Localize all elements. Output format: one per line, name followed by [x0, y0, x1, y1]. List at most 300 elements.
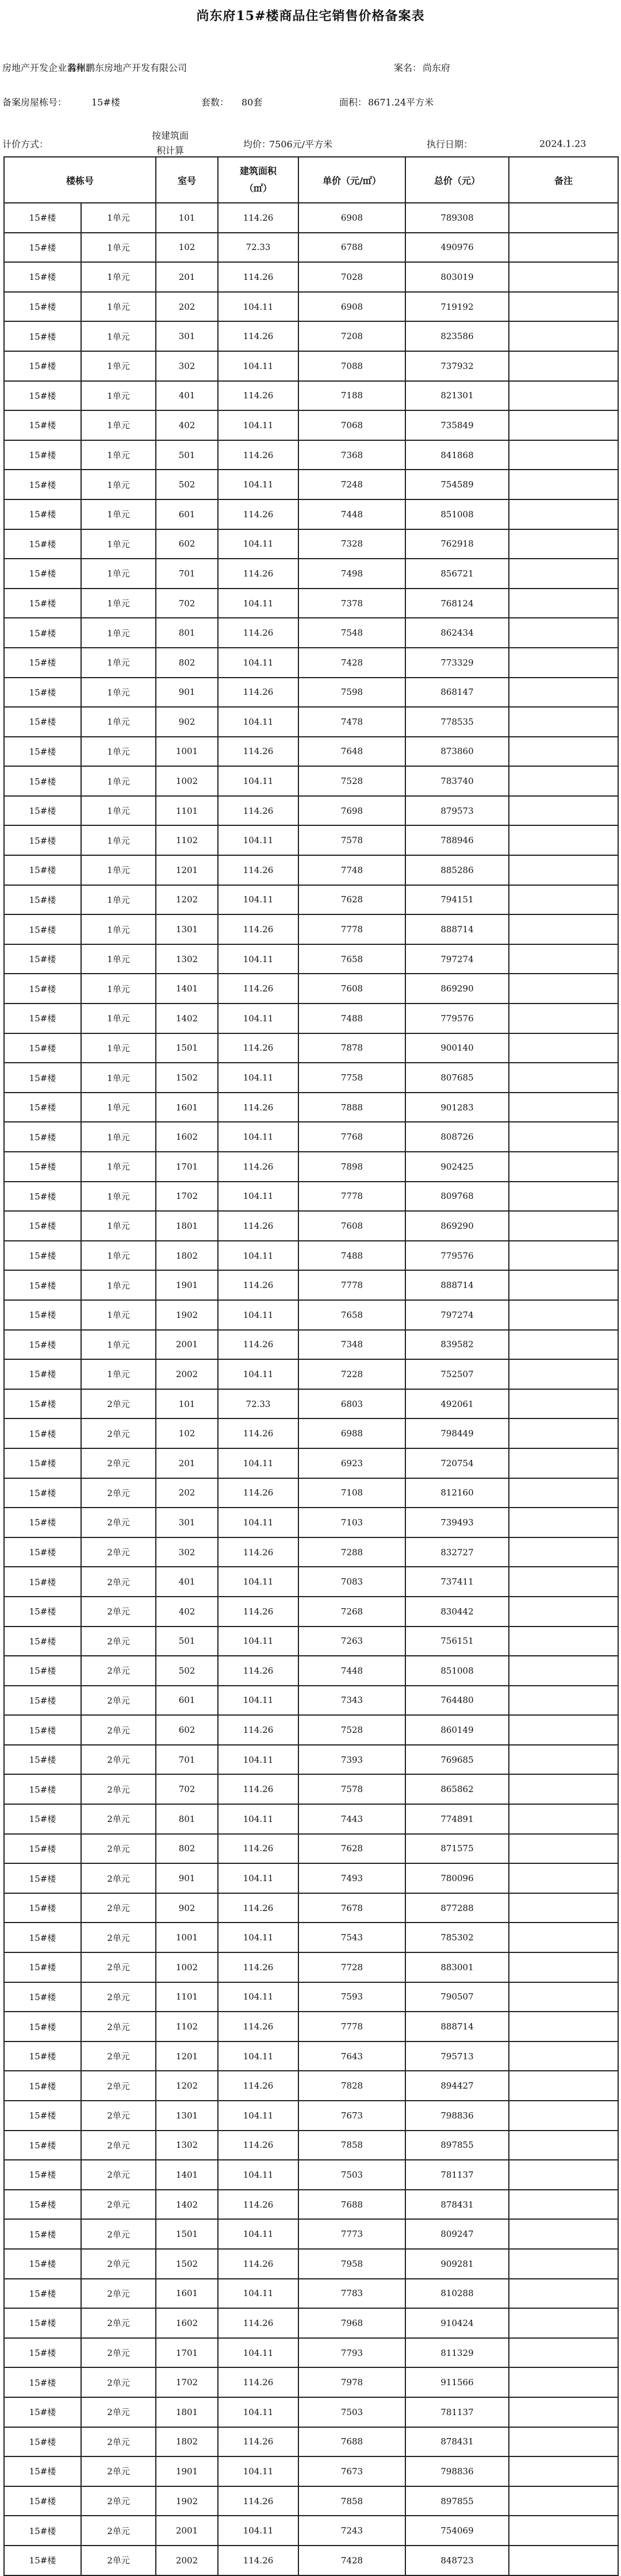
area-cell: 104.11: [218, 1448, 298, 1478]
building-cell: 15#楼: [4, 2219, 81, 2249]
table-row: [4, 1952, 618, 1982]
unit-price-cell: 6908: [298, 203, 405, 233]
table-row: [4, 2456, 618, 2486]
note-cell: [509, 470, 618, 499]
building-cell: 15#楼: [4, 2249, 81, 2279]
unit-price-cell: 7778: [298, 1182, 405, 1212]
building-cell: 15#楼: [4, 1122, 81, 1152]
total-price-cell: 781137: [405, 2160, 509, 2190]
total-price-cell: 823586: [405, 321, 509, 351]
note-cell: [509, 1627, 618, 1656]
room-cell: 202: [156, 1478, 218, 1508]
header-building: 楼栋号: [4, 157, 156, 203]
building-cell: 15#楼: [4, 1389, 81, 1419]
room-cell: 1802: [156, 1241, 218, 1271]
room-cell: 602: [156, 529, 218, 559]
unit-cell: 2单元: [81, 1627, 156, 1656]
building-cell: 15#楼: [4, 2546, 81, 2575]
unit-cell: 1单元: [81, 707, 156, 737]
total-price-cell: 911566: [405, 2367, 509, 2397]
unit-cell: 2单元: [81, 1893, 156, 1923]
area-cell: 72.33: [218, 1389, 298, 1419]
table-row: [4, 1923, 618, 1952]
table-body: [4, 203, 618, 2575]
building-cell: 15#楼: [4, 1952, 81, 1982]
area-cell: 104.11: [218, 1863, 298, 1893]
total-price-cell: 885286: [405, 855, 509, 885]
table-row: [4, 1863, 618, 1893]
building-cell: 15#楼: [4, 1478, 81, 1508]
unit-price-cell: 7758: [298, 1063, 405, 1093]
unit-cell: 1单元: [81, 1004, 156, 1033]
building-cell: 15#楼: [4, 1597, 81, 1627]
table-row: [4, 440, 618, 470]
table-row: [4, 1834, 618, 1864]
area-cell: 104.11: [218, 885, 298, 915]
area-cell: 114.26: [218, 1774, 298, 1804]
note-cell: [509, 1211, 618, 1241]
unit-cell: 1单元: [81, 1063, 156, 1093]
unit-price-cell: 7858: [298, 2131, 405, 2160]
total-price-cell: 862434: [405, 618, 509, 648]
total-price-cell: 735849: [405, 410, 509, 440]
total-price-cell: 897855: [405, 2486, 509, 2516]
area-cell: 114.26: [218, 1270, 298, 1300]
room-cell: 1502: [156, 2249, 218, 2279]
unit-price-cell: 7328: [298, 529, 405, 559]
table-row: [4, 678, 618, 708]
note-cell: [509, 1952, 618, 1982]
unit-cell: 2单元: [81, 1834, 156, 1864]
area-cell: 104.11: [218, 1182, 298, 1212]
note-cell: [509, 203, 618, 233]
room-cell: 401: [156, 381, 218, 411]
unit-price-cell: 7888: [298, 1093, 405, 1122]
unit-cell: 2单元: [81, 2249, 156, 2279]
building-cell: 15#楼: [4, 559, 81, 589]
area-cell: 114.26: [218, 1597, 298, 1627]
room-cell: 1301: [156, 2101, 218, 2131]
building-cell: 15#楼: [4, 1863, 81, 1893]
note-cell: [509, 796, 618, 826]
building-cell: 15#楼: [4, 529, 81, 559]
area-cell: 104.11: [218, 470, 298, 499]
note-cell: [509, 1893, 618, 1923]
unit-cell: 1单元: [81, 381, 156, 411]
note-cell: [509, 1804, 618, 1834]
area-cell: 104.11: [218, 2279, 298, 2309]
unit-price-cell: 7578: [298, 1774, 405, 1804]
table-row: [4, 1567, 618, 1597]
unit-cell: 2单元: [81, 2486, 156, 2516]
area-cell: 104.11: [218, 2160, 298, 2190]
note-cell: [509, 825, 618, 855]
table-header-row: [4, 157, 618, 203]
area-cell: 104.11: [218, 1804, 298, 1834]
area-cell: 104.11: [218, 1300, 298, 1330]
table-row: [4, 1478, 618, 1508]
room-cell: 1002: [156, 766, 218, 796]
table-row: [4, 1033, 618, 1063]
unit-cell: 1单元: [81, 796, 156, 826]
table-row: [4, 1152, 618, 1182]
total-price-cell: 774891: [405, 1804, 509, 1834]
unit-price-cell: 7673: [298, 2101, 405, 2131]
room-cell: 1802: [156, 2427, 218, 2457]
area-cell: 114.26: [218, 2012, 298, 2041]
total-price-cell: 789308: [405, 203, 509, 233]
total-price-cell: 873860: [405, 737, 509, 767]
unit-cell: 2单元: [81, 1448, 156, 1478]
area-cell: 104.11: [218, 1359, 298, 1389]
building-cell: 15#楼: [4, 1300, 81, 1330]
building-cell: 15#楼: [4, 1359, 81, 1389]
unit-price-cell: 7288: [298, 1537, 405, 1567]
unit-price-cell: 7028: [298, 262, 405, 292]
note-cell: [509, 351, 618, 381]
room-cell: 301: [156, 1508, 218, 1537]
total-price-cell: 739493: [405, 1508, 509, 1537]
note-cell: [509, 1093, 618, 1122]
table-row: [4, 1656, 618, 1686]
unit-price-cell: 7343: [298, 1686, 405, 1716]
total-price-cell: 888714: [405, 914, 509, 944]
table-row: [4, 648, 618, 678]
table-row: [4, 1982, 618, 2012]
unit-price-cell: 7243: [298, 2516, 405, 2546]
room-cell: 102: [156, 233, 218, 263]
table-row: [4, 203, 618, 233]
area-cell: 114.26: [218, 2131, 298, 2160]
note-cell: [509, 2367, 618, 2397]
building-cell: 15#楼: [4, 2486, 81, 2516]
total-price-cell: 737932: [405, 351, 509, 381]
note-cell: [509, 233, 618, 263]
note-cell: [509, 1004, 618, 1033]
total-price-cell: 798836: [405, 2456, 509, 2486]
area-cell: 114.26: [218, 1093, 298, 1122]
building-cell: 15#楼: [4, 974, 81, 1004]
room-cell: 1801: [156, 1211, 218, 1241]
area-cell: 114.26: [218, 855, 298, 885]
total-price-cell: 888714: [405, 1270, 509, 1300]
unit-price-cell: 7528: [298, 766, 405, 796]
unit-price-cell: 7543: [298, 1923, 405, 1952]
unit-cell: 1单元: [81, 1122, 156, 1152]
room-cell: 1502: [156, 1063, 218, 1093]
area-cell: 104.11: [218, 648, 298, 678]
area-cell: 114.26: [218, 618, 298, 648]
unit-cell: 2单元: [81, 1478, 156, 1508]
unit-price-cell: 7878: [298, 1033, 405, 1063]
total-price-cell: 888714: [405, 2012, 509, 2041]
unit-cell: 2单元: [81, 2397, 156, 2427]
unit-cell: 1单元: [81, 1300, 156, 1330]
building-cell: 15#楼: [4, 1893, 81, 1923]
room-cell: 101: [156, 203, 218, 233]
unit-cell: 2单元: [81, 1923, 156, 1952]
building-cell: 15#楼: [4, 1804, 81, 1834]
room-cell: 1901: [156, 1270, 218, 1300]
area-cell: 104.11: [218, 2101, 298, 2131]
area-cell: 104.11: [218, 1063, 298, 1093]
unit-price-cell: 7478: [298, 707, 405, 737]
unit-cell: 2单元: [81, 2456, 156, 2486]
total-price-cell: 894427: [405, 2071, 509, 2101]
building-cell: 15#楼: [4, 914, 81, 944]
area-value: 8671.24平方米: [368, 97, 434, 108]
note-cell: [509, 2190, 618, 2220]
unit-cell: 1单元: [81, 1359, 156, 1389]
total-price-cell: 860149: [405, 1715, 509, 1745]
table-row: [4, 796, 618, 826]
table-row: [4, 1389, 618, 1419]
table-row: [4, 2397, 618, 2427]
unit-price-cell: 7448: [298, 499, 405, 529]
area-cell: 114.26: [218, 914, 298, 944]
unit-cell: 2单元: [81, 1537, 156, 1567]
building-cell: 15#楼: [4, 796, 81, 826]
room-cell: 1102: [156, 2012, 218, 2041]
building-cell: 15#楼: [4, 2101, 81, 2131]
table-row: [4, 1715, 618, 1745]
table-row: [4, 737, 618, 767]
building-cell: 15#楼: [4, 944, 81, 974]
table-row: [4, 233, 618, 263]
total-price-cell: 832727: [405, 1537, 509, 1567]
area-cell: 104.11: [218, 2338, 298, 2368]
room-cell: 1202: [156, 885, 218, 915]
total-price-cell: 754069: [405, 2516, 509, 2546]
table-row: [4, 1627, 618, 1656]
unit-cell: 2单元: [81, 1982, 156, 2012]
total-price-cell: 877288: [405, 1893, 509, 1923]
room-cell: 1101: [156, 1982, 218, 2012]
building-cell: 15#楼: [4, 410, 81, 440]
area-cell: 104.11: [218, 1627, 298, 1656]
building-cell: 15#楼: [4, 233, 81, 263]
total-price-cell: 788946: [405, 825, 509, 855]
building-cell: 15#楼: [4, 262, 81, 292]
table-row: [4, 410, 618, 440]
unit-price-cell: 7778: [298, 2012, 405, 2041]
unit-price-cell: 7088: [298, 351, 405, 381]
note-cell: [509, 1834, 618, 1864]
total-price-cell: 869290: [405, 1211, 509, 1241]
table-row: [4, 2249, 618, 2279]
unit-cell: 1单元: [81, 321, 156, 351]
note-cell: [509, 2249, 618, 2279]
area-cell: 104.11: [218, 1122, 298, 1152]
project-label: 案名：: [394, 62, 422, 74]
area-cell: 104.11: [218, 766, 298, 796]
note-cell: [509, 1152, 618, 1182]
unit-price-cell: 7378: [298, 589, 405, 618]
unit-cell: 1单元: [81, 678, 156, 708]
developer-row: [0, 54, 621, 80]
total-price-cell: 798449: [405, 1418, 509, 1448]
total-price-cell: 809768: [405, 1182, 509, 1212]
note-cell: [509, 2131, 618, 2160]
building-cell: 15#楼: [4, 618, 81, 648]
total-price-cell: 773329: [405, 648, 509, 678]
note-cell: [509, 1389, 618, 1419]
room-cell: 101: [156, 1389, 218, 1419]
date-value: 2024.1.23: [539, 138, 586, 149]
area-cell: 114.26: [218, 1211, 298, 1241]
table-row: [4, 381, 618, 411]
room-cell: 1101: [156, 796, 218, 826]
note-cell: [509, 559, 618, 589]
note-cell: [509, 2041, 618, 2071]
room-cell: 1702: [156, 2367, 218, 2397]
area-cell: 114.26: [218, 2546, 298, 2575]
unit-price-cell: 7778: [298, 914, 405, 944]
area-cell: 114.26: [218, 678, 298, 708]
total-price-cell: 902425: [405, 1152, 509, 1182]
building-label: 备案房屋栋号：: [2, 97, 67, 108]
pricing-row: [0, 126, 621, 161]
note-cell: [509, 1715, 618, 1745]
unit-cell: 1单元: [81, 1093, 156, 1122]
table-row: [4, 2367, 618, 2397]
table-row: [4, 2160, 618, 2190]
unit-price-cell: 7658: [298, 944, 405, 974]
unit-cell: 1单元: [81, 618, 156, 648]
total-price-cell: 797274: [405, 1300, 509, 1330]
area-cell: 114.26: [218, 2071, 298, 2101]
page-title: 尚东府15#楼商品住宅销售价格备案表: [196, 9, 425, 24]
table-row: [4, 707, 618, 737]
table-row: [4, 914, 618, 944]
note-cell: [509, 2279, 618, 2309]
building-cell: 15#楼: [4, 2338, 81, 2368]
unit-cell: 2单元: [81, 1597, 156, 1627]
note-cell: [509, 1863, 618, 1893]
note-cell: [509, 2427, 618, 2457]
unit-price-cell: 7648: [298, 737, 405, 767]
building-cell: 15#楼: [4, 1093, 81, 1122]
total-price-cell: 865862: [405, 1774, 509, 1804]
total-price-cell: 752507: [405, 1359, 509, 1389]
building-cell: 15#楼: [4, 1774, 81, 1804]
total-price-cell: 811329: [405, 2338, 509, 2368]
area-cell: 114.26: [218, 1834, 298, 1864]
total-price-cell: 779576: [405, 1004, 509, 1033]
header-area-line-1: 建筑面积: [240, 165, 277, 176]
unit-cell: 2单元: [81, 2516, 156, 2546]
unit-cell: 2单元: [81, 1952, 156, 1982]
room-cell: 902: [156, 1893, 218, 1923]
table-row: [4, 1241, 618, 1271]
table-row: [4, 1093, 618, 1122]
area-cell: 104.11: [218, 825, 298, 855]
room-cell: 902: [156, 707, 218, 737]
unit-price-cell: 7108: [298, 1478, 405, 1508]
unit-price-cell: 7493: [298, 1863, 405, 1893]
note-cell: [509, 914, 618, 944]
building-cell: 15#楼: [4, 1241, 81, 1271]
area-cell: 114.26: [218, 1330, 298, 1360]
building-cell: 15#楼: [4, 2041, 81, 2071]
total-price-cell: 871575: [405, 1834, 509, 1864]
unit-price-cell: 7263: [298, 1627, 405, 1656]
total-price-cell: 492061: [405, 1389, 509, 1419]
area-cell: 114.26: [218, 321, 298, 351]
unit-cell: 2单元: [81, 2190, 156, 2220]
area-cell: 114.26: [218, 2308, 298, 2338]
note-cell: [509, 766, 618, 796]
note-cell: [509, 1537, 618, 1567]
unit-price-cell: 7608: [298, 1211, 405, 1241]
note-cell: [509, 1122, 618, 1152]
unit-cell: 2单元: [81, 1804, 156, 1834]
table-row: [4, 1508, 618, 1537]
table-row: [4, 1330, 618, 1360]
room-cell: 1202: [156, 2071, 218, 2101]
total-price-cell: 780096: [405, 1863, 509, 1893]
header-note: 备注: [509, 157, 618, 203]
note-cell: [509, 2071, 618, 2101]
building-cell: 15#楼: [4, 1537, 81, 1567]
unit-cell: 1单元: [81, 1330, 156, 1360]
note-cell: [509, 2308, 618, 2338]
unit-cell: 1单元: [81, 351, 156, 381]
unit-price-cell: 7188: [298, 381, 405, 411]
total-price-cell: 808726: [405, 1122, 509, 1152]
area-cell: 114.26: [218, 974, 298, 1004]
total-price-cell: 719192: [405, 292, 509, 322]
area-cell: 114.26: [218, 262, 298, 292]
total-price-cell: 901283: [405, 1093, 509, 1122]
total-price-cell: 798836: [405, 2101, 509, 2131]
unit-price-cell: 7793: [298, 2338, 405, 2368]
unit-cell: 2单元: [81, 1745, 156, 1775]
total-price-cell: 764480: [405, 1686, 509, 1716]
unit-price-cell: 7578: [298, 825, 405, 855]
total-price-cell: 830442: [405, 1597, 509, 1627]
unit-price-cell: 7068: [298, 410, 405, 440]
project-value: 尚东府: [423, 62, 451, 74]
total-price-cell: 856721: [405, 559, 509, 589]
unit-price-cell: 7608: [298, 974, 405, 1004]
note-cell: [509, 1656, 618, 1686]
area-cell: 114.26: [218, 440, 298, 470]
unit-price-cell: 6908: [298, 292, 405, 322]
table-row: [4, 2071, 618, 2101]
note-cell: [509, 2012, 618, 2041]
room-cell: 1402: [156, 2190, 218, 2220]
note-cell: [509, 1923, 618, 1952]
room-cell: 801: [156, 1804, 218, 1834]
room-cell: 1402: [156, 1004, 218, 1033]
total-price-cell: 781137: [405, 2397, 509, 2427]
unit-price-cell: 7498: [298, 559, 405, 589]
room-cell: 1501: [156, 2219, 218, 2249]
unit-price-cell: 7208: [298, 321, 405, 351]
unit-cell: 2单元: [81, 2071, 156, 2101]
area-cell: 114.26: [218, 1152, 298, 1182]
table-row: [4, 1270, 618, 1300]
building-cell: 15#楼: [4, 855, 81, 885]
total-price-cell: 769685: [405, 1745, 509, 1775]
total-price-cell: 910424: [405, 2308, 509, 2338]
note-cell: [509, 944, 618, 974]
building-cell: 15#楼: [4, 1211, 81, 1241]
area-cell: 114.26: [218, 2427, 298, 2457]
unit-cell: 1单元: [81, 470, 156, 499]
unit-price-cell: 7368: [298, 440, 405, 470]
